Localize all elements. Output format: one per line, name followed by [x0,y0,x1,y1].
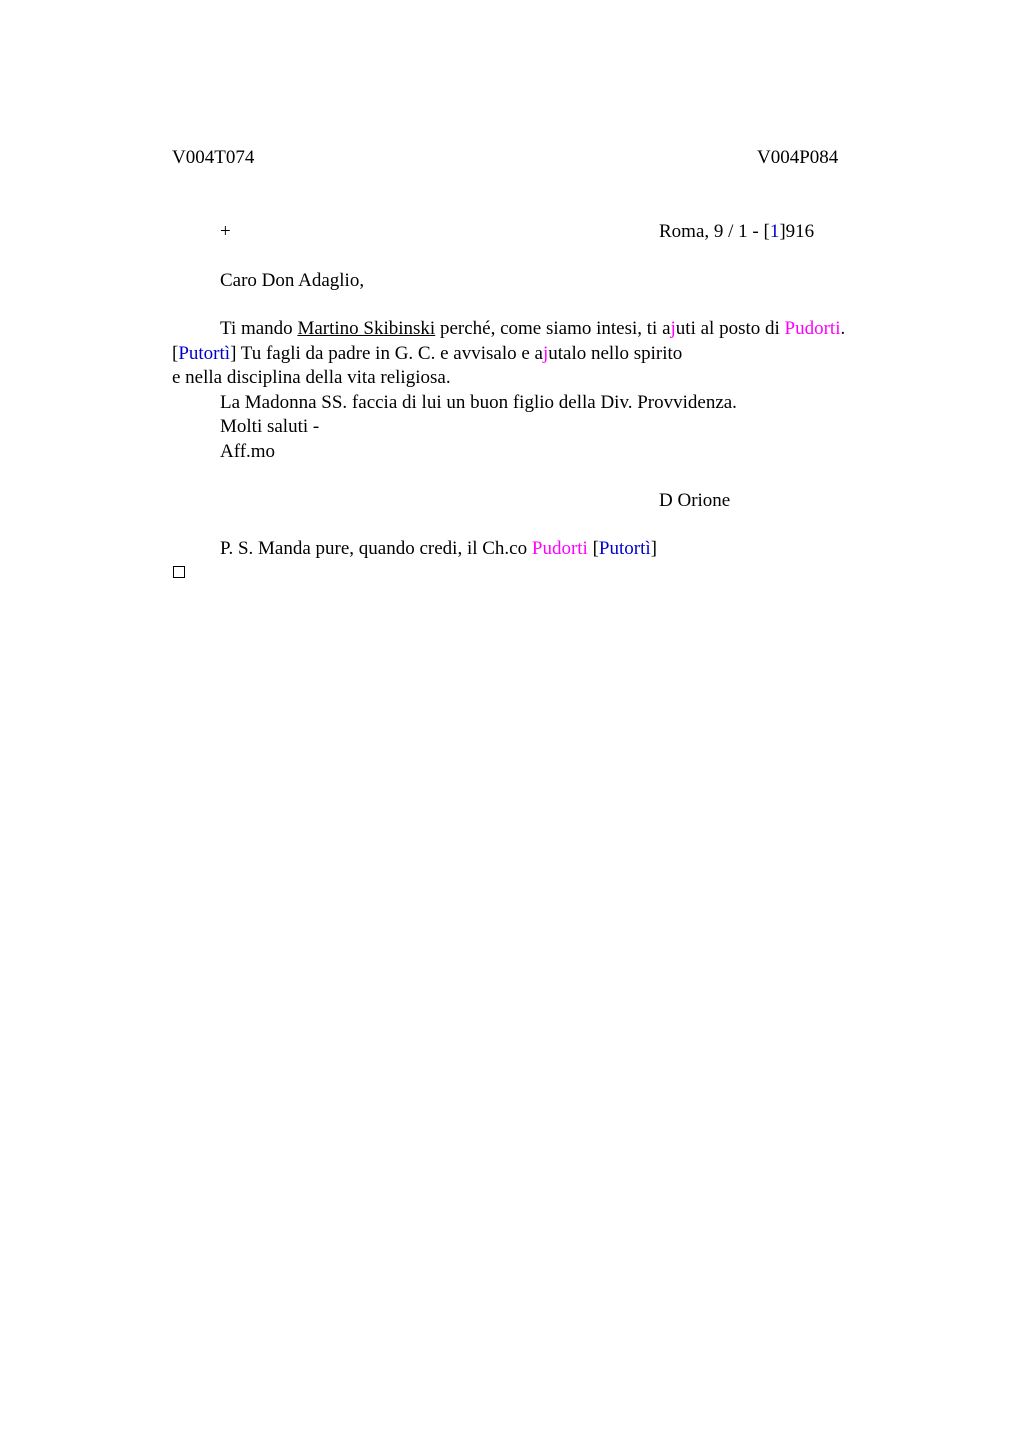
signature: D Orione [659,490,731,511]
text-run: P. S. Manda pure, quando credi, il Ch.co [220,538,532,559]
original-spelling: j [670,318,676,339]
text-run: utalo nello spirito [548,343,683,364]
original-name-spelling: Pudorti [784,318,841,339]
text-run: Ti mando [220,318,298,339]
text-run: perché, come siamo intesi, ti a [435,318,671,339]
date-correction: 1 [769,221,780,242]
person-name: Martino Skibinski [297,318,436,339]
date-prefix: Roma, 9 / 1 - [ [659,221,770,242]
text-run: ] [650,538,657,559]
document-code-right: V004P084 [757,147,839,168]
salutation: Caro Don Adaglio, [220,270,365,291]
postscript [220,537,657,561]
document-code-left: V004T074 [172,147,255,168]
paragraph-line-3: e nella disciplina della vita religiosa. [172,367,451,388]
text-run: [ [172,343,179,364]
paragraph-line-1 [220,317,845,341]
text-run: uti al posto di [675,318,785,339]
paragraph-line-2 [172,342,682,366]
letter-date [659,220,814,244]
editor-correction: Putortì [598,538,651,559]
text-run: [ [587,538,599,559]
editor-correction: Putortì [178,343,231,364]
text-run: . [840,318,846,339]
madonna-line: La Madonna SS. faccia di lui un buon figlio della Div. Provvidenza. [220,392,737,413]
text-run: ] Tu fagli da padre in G. C. e avvisalo e a [230,343,543,364]
closing-affmo: Aff.mo [220,441,276,462]
original-spelling: j [542,343,549,364]
date-suffix: ]916 [779,221,815,242]
original-name-spelling: Pudorti [531,538,588,559]
closing-greeting: Molti saluti - [220,416,320,437]
cross-symbol: + [220,221,231,242]
end-marker-box-icon [173,566,185,578]
